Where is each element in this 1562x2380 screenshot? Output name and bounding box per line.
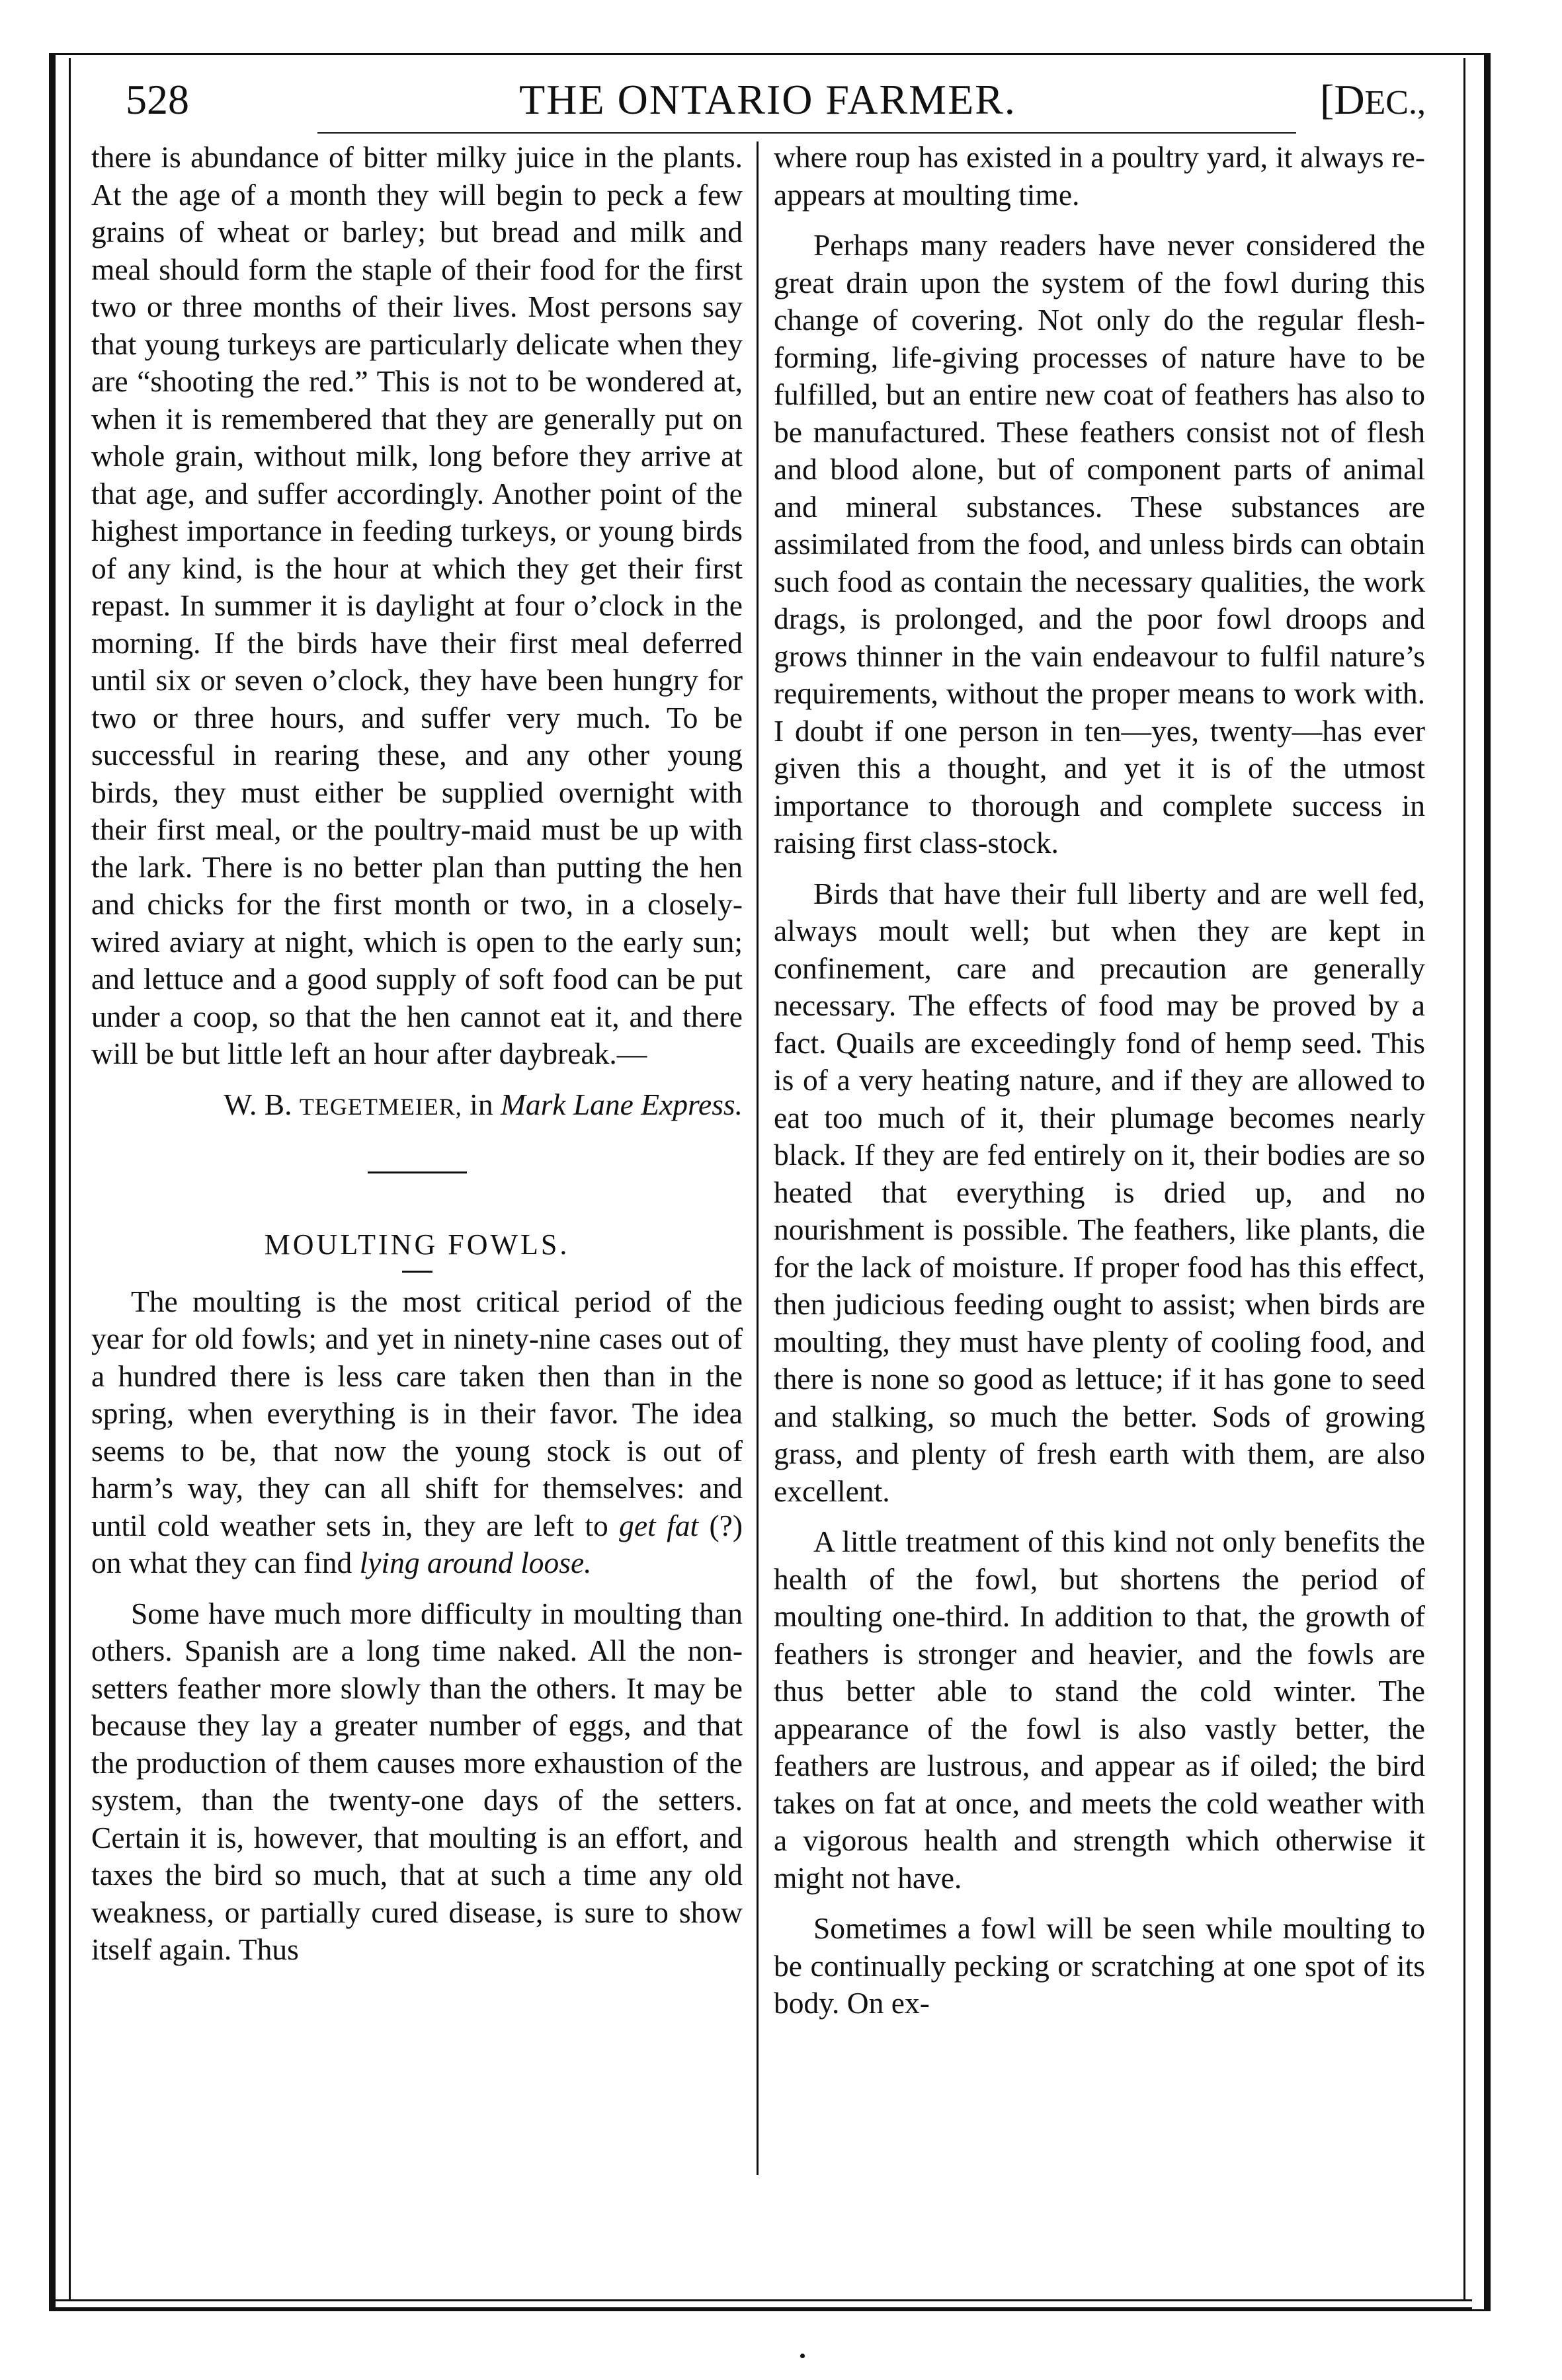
header-rule (317, 132, 1296, 134)
print-speck (800, 2354, 805, 2358)
bottom-rule-outer (53, 2307, 1472, 2309)
moulting-paragraph-2: Some have much more difficulty in moulting than others. Spanish are a long time naked. All the non-setters feather more slowly than the others. It may be because they lay a greater number of eggs, and that the production of them causes more exhaustion of the system, than the twenty-one days of the setters. Certain it is, however, that moulting is an effort, and taxes the bird so much, that at such a time any old weakness, or partially cured disease, is sure to show itself again. Thus (91, 1596, 743, 1966)
right-column (774, 139, 1425, 2175)
heading-rule (402, 1271, 432, 1273)
moulting-p1-text-b: (?) on what they can find (91, 1508, 743, 1579)
article-heading: MOULTING FOWLS. (264, 1228, 570, 1261)
moulting-paragraph-1 (91, 1283, 743, 1582)
moulting-p1-em-lying: lying around loose. (359, 1546, 592, 1579)
drain-paragraph: Perhaps many readers have never considered the great drain upon the system of the fowl during this change of covering. Not only do the regular flesh-forming, life-giving processes of nature have to be fulfilled, but an entire new coat of feathers has also to be manufactured. These feathers consist not of flesh and blood alone, but of component parts of animal and mineral substances. These substances are assimilated from the food, and unless birds can obtain such food as contain the necessary qualities, the work drags, is prolonged, and the poor fowl droops and grows thinner in the vain endeavour to fulfil nature’s requirements, without the proper means to work with. I doubt if one person in ten—yes, twenty—has ever given this a thought, and yet it is of the utmost importance to thorough and complete success in raising first class-stock. (774, 228, 1425, 859)
issue-month-open: [D (1320, 76, 1365, 123)
turkey-paragraph: there is abundance of bitter milky juice in the plants. At the age of a month they will begin to peck a few grains of wheat or barley; but bread and milk and meal should form the staple of their food for the first two or three months of their lives. Most persons say that young turkeys are particularly delicate when they are “shooting the red.” This is not to be wondered at, when it is remembered that they are generally put on whole grain, without milk, long before they arrive at that age, and suffer accordingly. Another point of the highest importance in feeding turkeys, or young birds of any kind, is the hour at which they get their first repast. In summer it is daylight at four o’clock in the morning. If the birds have their first meal deferred until six or seven o’clock, they have been hungry for two or three hours, and suffer very much. To be successful in rearing these, and any other young birds, they must either be supplied overnight with their first meal, or the poultry-maid must be up with the lark. There is no better plan than putting the hen and chicks for the first month or two, in a closely-wired aviary at night, which is open to the early sun; and lettuce and a good supply of soft food can be put under a coop, so that the hen cannot eat it, and there will be but little left an hour after daybreak.— (91, 140, 743, 1070)
roup-paragraph: where roup has existed in a poultry yard, it always re-appears at moulting time. (774, 140, 1425, 212)
pecking-paragraph: Sometimes a fowl will be seen while moulting to be continually pecking or scratching at one spot of its body. On ex- (774, 1911, 1425, 2020)
issue-month (1320, 63, 1426, 139)
article-separator (368, 1171, 467, 1173)
page-header (90, 63, 1446, 136)
liberty-paragraph: Birds that have their full liberty and are well fed, always moult well; but when they are kept in confinement, care and precaution are generally necessary. The effects of food may be proved by a fact. Quails are exceedingly fond of hemp seed. This is of a very heating nature, and if they are allowed to eat too much of it, their plumage becomes nearly black. If they are fed entirely on it, their bodies are so heated that everything is dried up, and no nourishment is possible. The feathers, like plants, die for the lack of moisture. If proper food has this effect, then judicious feeding ought to assist; when birds are moulting, they must have plenty of cooling food, and there is none so good as lettuce; if it has gone to seed and stalking, so much the better. Sods of growing grass, and plenty of fresh earth with them, are also excellent. (774, 876, 1425, 1508)
byline-in: in (462, 1087, 501, 1121)
byline-name: TEGETMEIER, (299, 1093, 462, 1120)
byline-source: Mark Lane Express. (500, 1087, 743, 1121)
page-number: 528 (126, 76, 189, 123)
page-title: THE ONTARIO FARMER. (519, 76, 1016, 123)
issue-month-rest: EC., (1364, 84, 1426, 122)
column-divider (757, 141, 759, 2175)
treatment-paragraph: A little treatment of this kind not only benefits the health of the fowl, but shortens the period of moulting one-third. In addition to that, the growth of feathers is stronger and heavier, and the fowls are thus better able to stand the cold winter. The appearance of the fowl is also vastly better, the feathers are lustrous, and appear as if oiled; the bird takes on fat at once, and meets the cold weather with a vigorous health and strength which otherwise it might not have. (774, 1525, 1425, 1895)
byline (91, 1086, 743, 1126)
bottom-rule-inner (53, 2299, 1472, 2301)
byline-initials: W. B. (224, 1087, 300, 1121)
moulting-p1-text-a: The moulting is the most critical period of the year for old fowls; and yet in ninety-nine cases out of a hundred there is less care taken then than in the spring, when everything is in their favor. The idea seems to be, that now the young stock is out of harm’s way, they can all shift for themselves: and until cold weather sets in, they are left to (91, 1284, 743, 1542)
moulting-p1-em-get-fat: get fat (619, 1508, 699, 1542)
left-column (91, 139, 743, 2175)
